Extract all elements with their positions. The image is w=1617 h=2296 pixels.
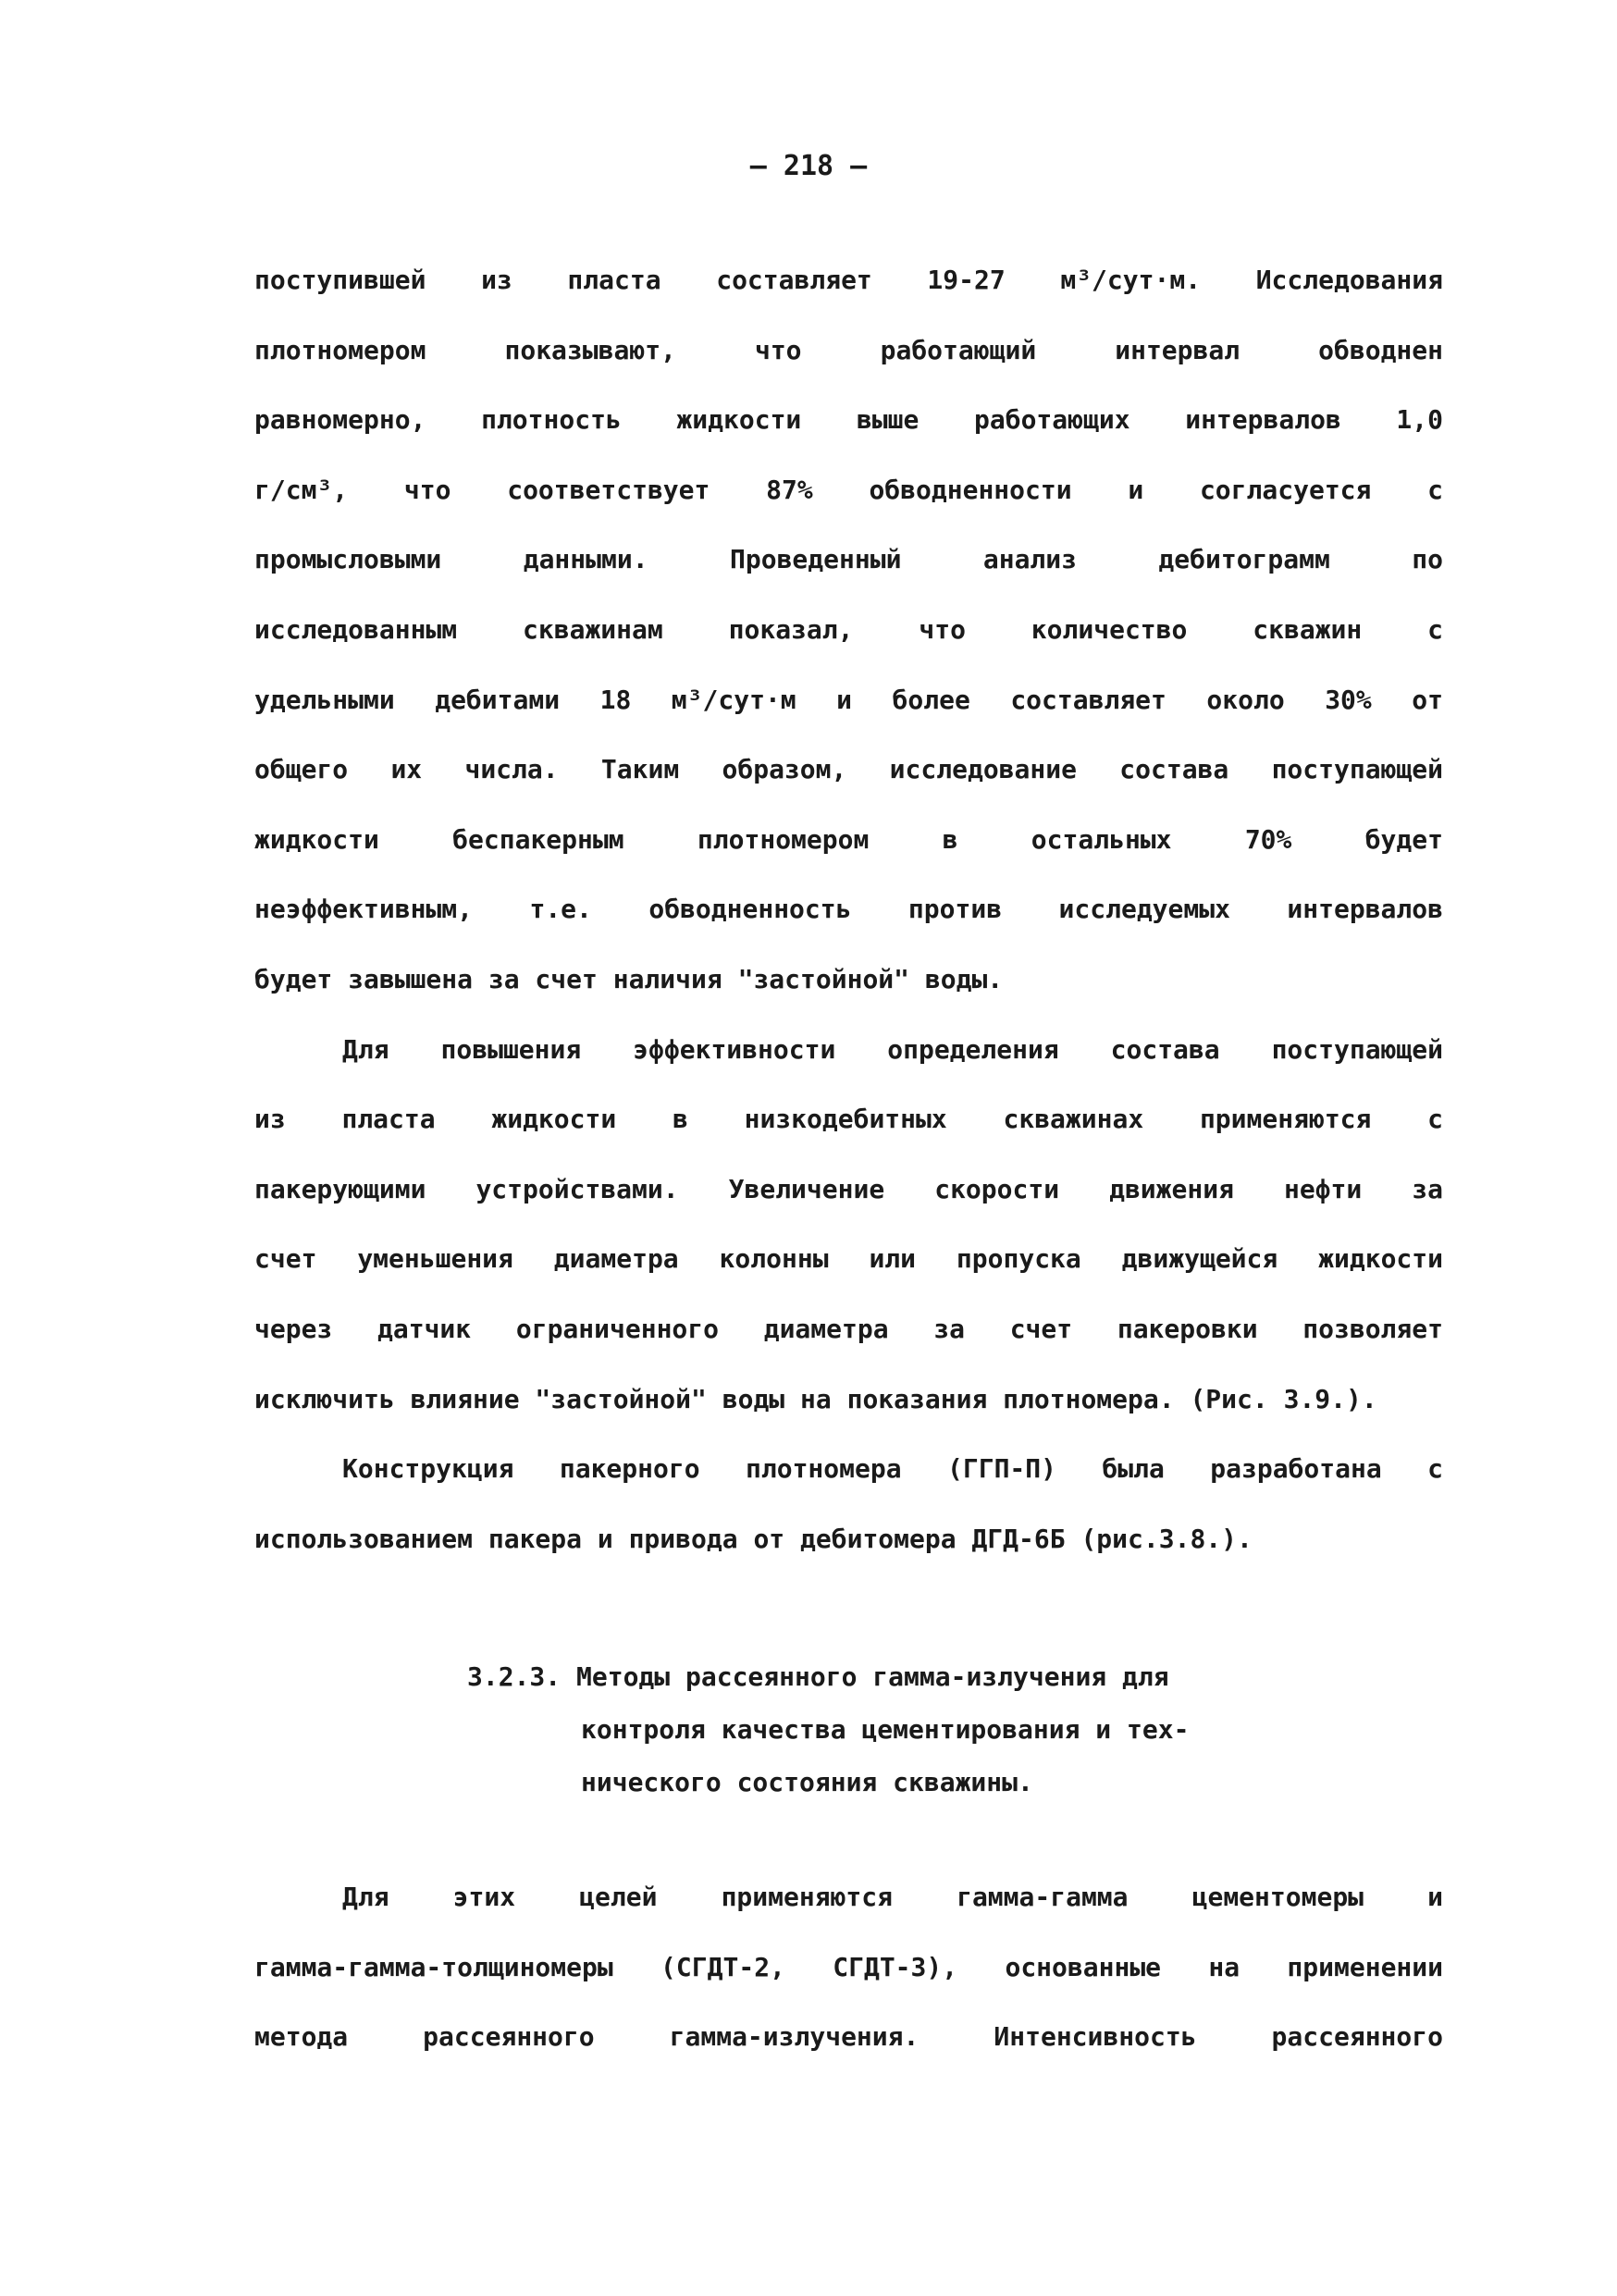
text-line: Для этих целей применяются гамма-гамма цементомеры и xyxy=(342,1882,1443,1912)
text-line: плотномером показывают, что работающий интервал обводнен xyxy=(254,334,1443,365)
text-line: жидкости беспакерным плотномером в остальных 70% будет xyxy=(254,823,1443,855)
text-line: через датчик ограниченного диаметра за счет пакеровки позволяет xyxy=(254,1313,1443,1344)
text-line: из пласта жидкости в низкодебитных скважинах применяются с xyxy=(254,1104,1443,1135)
paragraph-1 xyxy=(254,245,1443,1015)
text-line: Конструкция пакерного плотномера (ГГП-П) была разработана с xyxy=(342,1453,1443,1485)
text-line: счет уменьшения диаметра колонны или пропуска движущейся жидкости xyxy=(254,1243,1443,1275)
text-line: промысловыми данными. Проведенный анализ дебитограмм по xyxy=(254,544,1443,575)
paragraph-3 xyxy=(254,1434,1443,1574)
paragraph-4 xyxy=(254,1862,1443,2072)
text-line: неэффективным, т.е. обводненность против исследуемых интервалов xyxy=(254,894,1443,925)
text-line: Для повышения эффективности определения состава поступающей xyxy=(342,1033,1443,1065)
heading-line: 3.2.3. Методы рассеянного гамма-излучения для xyxy=(467,1661,1169,1692)
section-heading xyxy=(0,1650,1617,1808)
heading-line: нического состояния скважины. xyxy=(581,1767,1033,1797)
text-line: удельными дебитами 18 м³/сут·м и более составляет около 30% от xyxy=(254,684,1443,715)
main-text xyxy=(254,245,1443,1574)
text-line: общего их числа. Таким образом, исследование состава поступающей xyxy=(254,754,1443,785)
text-line: пакерующими устройствами. Увеличение скорости движения нефти за xyxy=(254,1173,1443,1204)
text-line: г/см³, что соответствует 87% обводненности и согласуется с xyxy=(254,474,1443,505)
text-line: гамма-гамма-толщиномеры (СГДТ-2, СГДТ-3), основанные на применении xyxy=(254,1951,1443,1982)
text-line: равномерно, плотность жидкости выше работающих интервалов 1,0 xyxy=(254,404,1443,436)
text-line: исследованным скважинам показал, что количество скважин с xyxy=(254,613,1443,645)
text-line: поступившей из пласта составляет 19-27 м³/сут·м. Исследования xyxy=(254,265,1443,295)
text-line: использованием пакера и привода от дебитомера ДГД-6Б (рис.3.8.). xyxy=(254,1523,1253,1554)
paragraph-2 xyxy=(254,1015,1443,1435)
page-number: – 218 – xyxy=(749,150,868,182)
text-line: метода рассеянного гамма-излучения. Интенсивность рассеянного xyxy=(254,2021,1443,2053)
text-line: исключить влияние "застойной" воды на показания плотномера. (Рис. 3.9.). xyxy=(254,1383,1377,1414)
text-line: будет завышена за счет наличия "застойной" воды. xyxy=(254,963,1004,994)
heading-line: контроля качества цементирования и тех- xyxy=(581,1714,1190,1745)
